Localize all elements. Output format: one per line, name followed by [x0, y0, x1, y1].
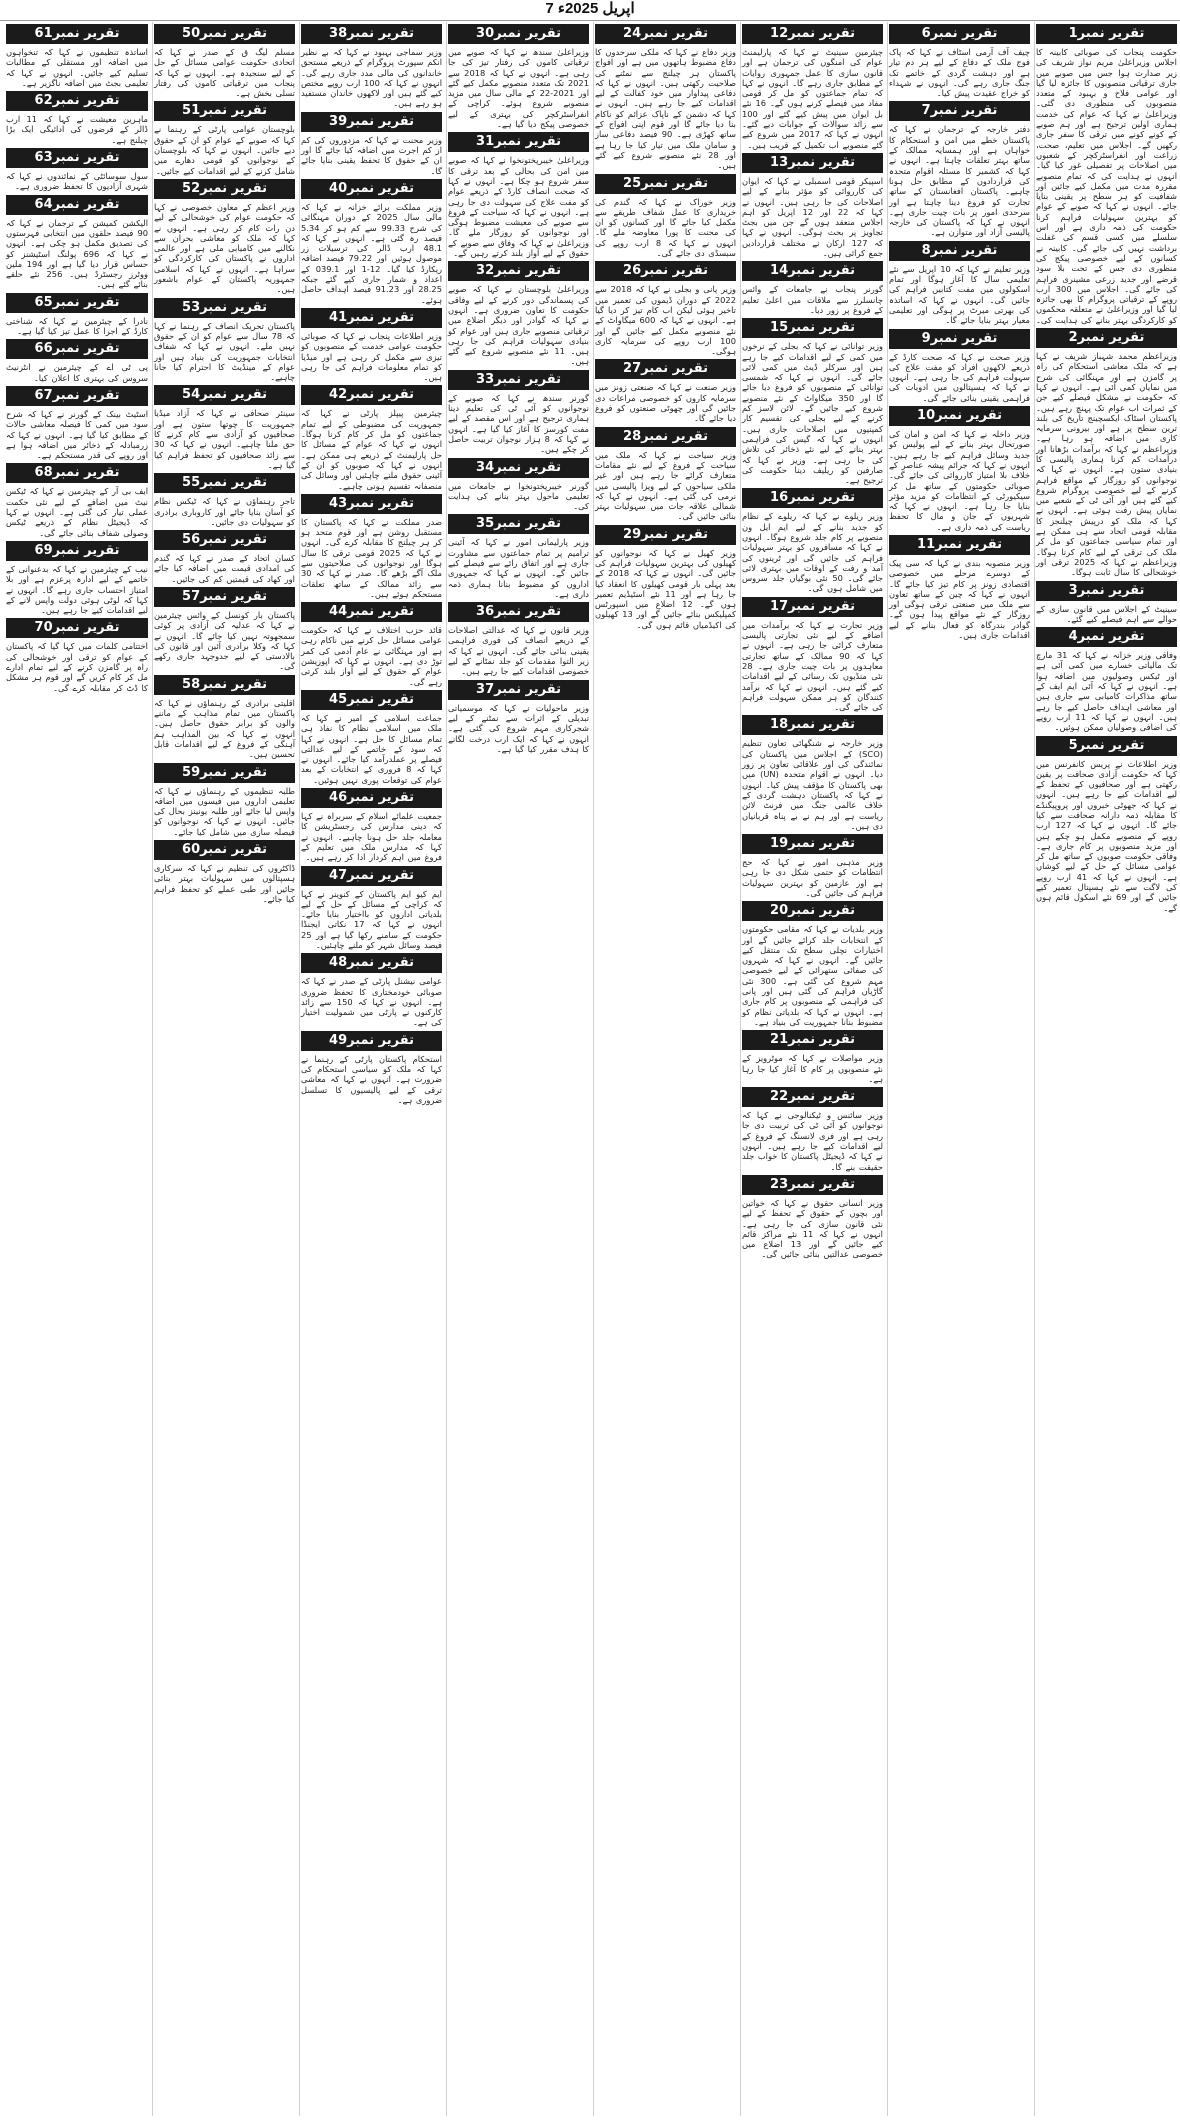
- speech-section: [6, 24, 148, 88]
- section-body: الیکشن کمیشن کے ترجمان نے کہا کہ 90 فیصد حلقوں میں انتخابی فہرستوں کی تصدیق مکمل ہو چکی ہے۔ انہوں نے کہا کہ 696 پولنگ اسٹیشنز کو حساس قرار دیا گیا ہے اور 194 ملین ووٹرز رجسٹرڈ ہیں۔ 256 نئے حلقے بنائے گئے ہیں۔: [6, 217, 149, 290]
- section-body: جمعیت علمائے اسلام کے سربراہ نے کہا کہ دینی مدارس کی رجسٹریشن کا معاملہ جلد حل ہونا چاہیے۔ انہوں نے کہا کہ مدارس ملک میں تعلیم کے فروغ میں اہم کردار ادا کر رہے ہیں۔: [301, 811, 442, 863]
- section-heading: تقریر نمبر47: [301, 866, 442, 886]
- speech-section: [6, 339, 148, 383]
- column-8: [5, 22, 149, 2116]
- speech-section: [742, 318, 883, 485]
- section-heading: تقریر نمبر61: [6, 24, 148, 44]
- section-heading: تقریر نمبر2: [1036, 328, 1177, 348]
- section-body: جماعت اسلامی کے امیر نے کہا کہ ملک میں اسلامی نظام کا نفاذ ہی تمام مسائل کا حل ہے۔ انہوں نے کہا کہ سود کے خاتمے کے لیے عدالتی فیصلے پر عملدرآمد کیا جائے۔ انہوں نے کہا کہ 8 فروری کے انتخابات کے بعد عوام کی توقعات پوری نہیں ہوئیں۔: [301, 712, 442, 785]
- speech-section: [301, 602, 442, 687]
- speech-section: [301, 494, 442, 599]
- section-body: وزیر اطلاعات پنجاب نے کہا کہ صوبائی حکومت عوامی خدمت کے منصوبوں کو تیزی سے مکمل کر رہی ہے اور میڈیا کو تمام معلومات فراہم کی جا رہی ہیں۔: [301, 330, 442, 383]
- speech-section: [448, 370, 589, 455]
- speech-section: [301, 1031, 442, 1105]
- section-heading: تقریر نمبر60: [154, 840, 295, 860]
- section-body: ایف بی آر کے چیئرمین نے کہا کہ ٹیکس نیٹ میں اضافے کے لیے نئی حکمت عملی تیار کی گئی ہے۔ انہوں نے کہا کہ ڈیجیٹل نظام کے ذریعے ٹیکس وصولی شفاف بنائی جائے گی۔: [6, 486, 148, 538]
- section-heading: تقریر نمبر35: [448, 514, 589, 534]
- section-body: وزیر بلدیات نے کہا کہ مقامی حکومتوں کے انتخابات جلد کرائے جائیں گے اور اختیارات نچلی سطح تک منتقل کیے جائیں گے۔ انہوں نے کہا کہ شہروں کی صفائی ستھرائی کے لیے خصوصی مہم شروع کی گئی ہے۔ 300 نئی گاڑیاں فراہم کی گئی ہیں اور پانی کی فراہمی کے منصوبوں پر کام جاری ہے۔ انہوں نے کہا کہ بلدیاتی نظام کو مضبوط بنانا جمہوریت کی بنیاد ہے۔: [742, 924, 883, 1027]
- speech-section: [889, 329, 1030, 403]
- section-body: وزیر مواصلات نے کہا کہ موٹرویز کے نئے منصوبوں پر کام کا آغاز کیا جا رہا ہے۔: [742, 1053, 883, 1084]
- section-body: وزیر انسانی حقوق نے کہا کہ خواتین اور بچوں کے حقوق کے تحفظ کے لیے نئی قانون سازی کی جا رہی ہے۔ انہوں نے کہا کہ 11 نئے مراکز قائم کیے جائیں گے اور 13 اضلاع میں خصوصی عدالتیں بنائی جائیں گی۔: [742, 1197, 883, 1260]
- section-heading: تقریر نمبر36: [448, 602, 589, 622]
- section-heading: تقریر نمبر13: [742, 153, 883, 173]
- column-2: [887, 22, 1031, 2116]
- section-body: وفاقی وزیر خزانہ نے کہا کہ 31 مارچ تک مالیاتی خسارے میں کمی آئی ہے اور ٹیکس وصولیوں میں اضافہ ہوا ہے۔ انہوں نے کہا کہ آئی ایم ایف کے ساتھ مذاکرات کامیابی سے جاری ہیں اور معاشی اہداف حاصل کیے جا رہے ہیں۔ انہوں نے کہا کہ 11 ارب روپے کی اضافی وصولیاں ممکن ہوئیں۔: [1036, 650, 1177, 733]
- section-heading: تقریر نمبر3: [1036, 581, 1177, 601]
- column-4: [593, 22, 737, 2116]
- speech-section: [448, 680, 589, 754]
- section-body: وزیر کھیل نے کہا کہ نوجوانوں کو کھیلوں کی بہترین سہولیات فراہم کی جائیں گی۔ انہوں نے کہا کہ 2018 کے بعد پہلی بار قومی کھیلوں کا انعقاد کیا جا رہا ہے اور 11 نئے اسٹیڈیم تعمیر ہوں گے۔ 12 اضلاع میں اسپورٹس کمپلیکس بنائے جائیں گے اور 13 کھیلوں کی اکیڈمیاں قائم ہوں گی۔: [595, 547, 737, 630]
- section-body: وزیر سیاحت نے کہا کہ ملک میں سیاحت کے فروغ کے لیے نئے مقامات متعارف کرائے جا رہے ہیں اور غیر ملکی سیاحوں کے لیے ویزا پالیسی میں نرمی کی گئی ہے۔ انہوں نے کہا کہ شمالی علاقہ جات میں سہولیات بہتر بنائی جائیں گی۔: [595, 449, 736, 522]
- section-heading: تقریر نمبر41: [301, 308, 442, 328]
- section-body: وزیر تعلیم نے کہا کہ 10 اپریل سے نئے تعلیمی سال کا آغاز ہوگا اور تمام اسکولوں میں مفت کتابیں فراہم کی جائیں گی۔ انہوں نے کہا کہ اساتذہ کی بھرتی میرٹ پر ہوگی اور تعلیمی معیار بہتر بنایا جائے گا۔: [889, 263, 1030, 326]
- section-body: وزیر اعظم کے معاون خصوصی نے کہا کہ حکومت عوام کی خوشحالی کے لیے دن رات کام کر رہی ہے۔ انہوں نے کہا کہ ملک کو معاشی بحران سے نکالنے میں کامیابی ملی ہے اور عالمی اداروں نے پاکستان کی کارکردگی کو سراہا ہے۔ انہوں نے کہا کہ اسلامی جمہوریہ پاکستان کے عوام باشعور ہیں۔: [154, 201, 295, 295]
- speech-section: [301, 112, 442, 176]
- speech-section: [154, 587, 295, 672]
- section-body: وزیراعلیٰ خیبرپختونخوا نے کہا کہ صوبے میں امن کی بحالی کے بعد ترقی کا سفر شروع ہو چکا ہے۔ انہوں نے کہا کہ صحت انصاف کارڈ کے ذریعے عوام کو مفت علاج کی سہولت دی جا رہی ہے۔ انہوں نے کہا کہ سیاحت کے فروغ سے صوبے کی معیشت مضبوط ہوگی اور نوجوانوں کو روزگار ملے گا۔ وزیراعلیٰ نے کہا کہ وفاق سے صوبے کے حقوق کے لیے آواز بلند کرتے رہیں گے۔: [448, 155, 589, 259]
- section-heading: تقریر نمبر55: [154, 473, 295, 493]
- speech-section: [154, 179, 295, 295]
- section-heading: تقریر نمبر53: [154, 298, 295, 318]
- section-heading: تقریر نمبر12: [742, 24, 883, 44]
- column-5: [446, 22, 590, 2116]
- section-heading: تقریر نمبر10: [889, 406, 1030, 426]
- section-body: وزیر صنعت نے کہا کہ صنعتی زونز میں سرمایہ کاروں کو خصوصی مراعات دی جائیں گی اور چھوٹی صنعتوں کو فروغ دیا جائے گا۔: [595, 382, 736, 424]
- section-heading: تقریر نمبر62: [6, 91, 148, 111]
- speech-section: [595, 359, 736, 423]
- section-heading: تقریر نمبر57: [154, 587, 295, 607]
- speech-section: [742, 901, 883, 1027]
- section-body: وزیر مملکت برائے خزانہ نے کہا کہ مالی سال 2025 کے دوران مہنگائی کی شرح 99.33 سے کم ہو کر 5.34 فیصد رہ گئی ہے۔ انہوں نے کہا کہ 48.1 ارب ڈالر کی ترسیلات زر موصول ہوئیں اور 79.22 فیصد اضافہ ریکارڈ کیا گیا۔ 12-1 اور 039.1 کے اعداد و شمار جاری کیے گئے جبکہ 28.25 اور 91.23 فیصد اہداف حاصل ہوئے۔: [301, 201, 443, 305]
- speech-section: [301, 24, 442, 109]
- section-body: اسپیکر قومی اسمبلی نے کہا کہ ایوان کی کارروائی کو مؤثر بنانے کے لیے اصلاحات کی جا رہی ہیں۔ انہوں نے کہا کہ 22 اور 12 اپریل کو اہم اجلاس منعقد ہوں گے جن میں بجٹ تجاویز پر بحث ہوگی۔ انہوں نے کہا کہ 127 ارکان نے مختلف قراردادیں جمع کرائی ہیں۔: [742, 175, 884, 259]
- speech-section: [6, 463, 148, 537]
- section-body: وزیراعلیٰ بلوچستان نے کہا کہ صوبے کی پسماندگی دور کرنے کے لیے وفاقی حکومت کا تعاون ضروری ہے۔ انہوں نے کہا کہ گوادر اور دیگر اضلاع میں ترقیاتی منصوبے جاری ہیں اور عوام کو بنیادی سہولیات فراہم کی جا رہی ہیں۔ 11 نئے منصوبے شروع کیے گئے ہیں۔: [448, 284, 590, 367]
- column-1: [1034, 22, 1178, 2116]
- speech-section: [301, 308, 442, 382]
- speech-section: [154, 101, 295, 175]
- speech-section: [154, 24, 295, 98]
- speech-section: [889, 406, 1030, 532]
- section-body: دفتر خارجہ کے ترجمان نے کہا کہ پاکستان خطے میں امن و استحکام کا خواہاں ہے اور ہمسایہ ممالک کے ساتھ بہتر تعلقات چاہتا ہے۔ انہوں نے کہا کہ کشمیر کا مسئلہ اقوام متحدہ کی قراردادوں کے مطابق حل ہونا چاہیے۔ پاکستان افغانستان کے ساتھ تجارت کو فروغ دینا چاہتا ہے اور سرحدی امور پر بات چیت جاری ہے۔ انہوں نے کہا کہ پاکستان کی خارجہ پالیسی آزاد اور متوازن ہے۔: [889, 124, 1030, 238]
- section-heading: تقریر نمبر34: [448, 458, 589, 478]
- section-body: وزیراعلیٰ سندھ نے کہا کہ صوبے میں ترقیاتی کاموں کی رفتار تیز کی جا رہی ہے۔ انہوں نے کہا کہ 2018 سے 2021 تک متعدد منصوبے مکمل کیے گئے اور 2021-22 کے مالی سال میں مزید منصوبے شروع ہوئے۔ کراچی کے انفراسٹرکچر کی بہتری کے لیے خصوصی پیکج دیا گیا ہے۔: [448, 47, 589, 130]
- speech-section: [889, 24, 1030, 98]
- section-body: وزیر داخلہ نے کہا کہ امن و امان کی صورتحال بہتر بنانے کے لیے پولیس کو جدید وسائل فراہم کیے جا رہے ہیں۔ انہوں نے کہا کہ جرائم پیشہ عناصر کے خلاف بلا امتیاز کارروائی کی جائے گی۔ صوبائی حکومتوں کے ساتھ مل کر سیکیورٹی کے انتظامات کو مزید مؤثر بنایا جا رہا ہے۔ انہوں نے کہا کہ شہریوں کے جان و مال کا تحفظ ریاست کی ذمہ داری ہے۔: [889, 429, 1030, 532]
- section-heading: تقریر نمبر4: [1036, 627, 1177, 647]
- section-body: وزیر ماحولیات نے کہا کہ موسمیاتی تبدیلی کے اثرات سے نمٹنے کے لیے شجرکاری مہم شروع کی گئی ہے۔ انہوں نے کہا کہ ایک ارب درخت لگانے کا ہدف مقرر کیا گیا ہے۔: [448, 702, 589, 754]
- section-body: اساتذہ تنظیموں نے کہا کہ تنخواہوں میں اضافہ اور مستقلی کے مطالبات تسلیم کیے جائیں۔ انہوں نے کہا کہ تعلیمی بجٹ میں اضافہ ناگزیر ہے۔: [6, 47, 148, 88]
- section-heading: تقریر نمبر40: [301, 179, 442, 199]
- section-heading: تقریر نمبر33: [448, 370, 589, 390]
- speech-section: [154, 385, 295, 470]
- section-heading: تقریر نمبر17: [742, 597, 883, 617]
- section-heading: تقریر نمبر52: [154, 179, 295, 199]
- section-body: وزیر خوراک نے کہا کہ گندم کی خریداری کا عمل شفاف طریقے سے مکمل کیا جائے گا اور کسانوں کو ان کی محنت کا پورا معاوضہ ملے گا۔ انہوں نے کہا کہ 8 ارب روپے کی سبسڈی دی جائے گی۔: [595, 196, 736, 259]
- speech-section: [742, 597, 883, 713]
- section-heading: تقریر نمبر38: [301, 24, 442, 44]
- section-heading: تقریر نمبر19: [742, 834, 883, 854]
- section-body: پی ٹی اے کے چیئرمین نے انٹرنیٹ سروس کی بہتری کا اعلان کیا۔: [6, 362, 148, 383]
- speech-section: [595, 427, 736, 522]
- section-heading: تقریر نمبر46: [301, 788, 442, 808]
- section-body: طلبہ تنظیموں کے رہنماؤں نے کہا کہ تعلیمی اداروں میں فیسوں میں اضافہ واپس لیا جائے اور طلبہ یونینز بحال کی جائیں۔ انہوں نے کہا کہ نوجوانوں کو فیصلہ سازی میں شامل کیا جائے۔: [154, 785, 295, 837]
- section-body: نادرا کے چیئرمین نے کہا کہ شناختی کارڈ کے اجرا کا عمل تیز کیا گیا ہے۔: [6, 315, 148, 337]
- section-body: مسلم لیگ ق کے صدر نے کہا کہ اتحادی حکومت عوامی مسائل کے حل کے لیے سنجیدہ ہے۔ انہوں نے کہا کہ پنجاب میں ترقیاتی کاموں کی رفتار تسلی بخش ہے۔: [154, 47, 295, 99]
- section-heading: تقریر نمبر1: [1036, 24, 1177, 44]
- section-heading: تقریر نمبر22: [742, 1087, 883, 1107]
- section-heading: تقریر نمبر9: [889, 329, 1030, 349]
- section-heading: تقریر نمبر56: [154, 530, 295, 550]
- section-body: حکومت پنجاب کی صوبائی کابینہ کا اجلاس وزیراعلیٰ مریم نواز شریف کی زیر صدارت ہوا جس میں صوبے میں جاری ترقیاتی منصوبوں کا جائزہ لیا گیا اور عوامی فلاح و بہبود کے متعدد منصوبوں کی منظوری دی گئی۔ وزیراعلیٰ نے کہا کہ عوام کی خدمت ہماری اولین ترجیح ہے اور ہم صوبے کے کونے کونے میں ترقی کا سفر جاری رکھیں گے۔ اجلاس میں تعلیم، صحت، زراعت اور انفراسٹرکچر کے شعبوں میں اصلاحات پر تفصیلی غور کیا گیا۔ انہوں نے ہدایت کی کہ تمام منصوبے مقررہ مدت میں مکمل کیے جائیں اور شفافیت کو ہر سطح پر یقینی بنایا جائے۔ انہوں نے کہا کہ صوبے کے عوام کو بہترین سہولیات فراہم کرنا حکومت کی ذمہ داری ہے اور اس سلسلے میں کسی قسم کی غفلت برداشت نہیں کی جائے گی۔ کابینہ نے کسانوں کے لیے خصوصی پیکج کی منظوری دی جس کے تحت بلا سود قرضے اور جدید زرعی مشینری فراہم کی جائے گی۔ اجلاس میں 300 ارب روپے کے ترقیاتی پروگرام کا بھی جائزہ لیا گیا اور وزیراعلیٰ نے متعلقہ محکموں کو کارکردگی بہتر بنانے کی ہدایت کی۔: [1036, 47, 1177, 325]
- section-body: ڈاکٹروں کی تنظیم نے کہا کہ سرکاری ہسپتالوں میں سہولیات بہتر بنائی جائیں اور طبی عملے کو تحفظ فراہم کیا جائے۔: [154, 863, 295, 904]
- section-body: چیئرمین سینیٹ نے کہا کہ پارلیمنٹ عوام کی امنگوں کی ترجمان ہے اور قانون سازی کا عمل جمہوری روایات کے مطابق جاری رہے گا۔ انہوں نے کہا کہ تمام جماعتوں کو مل کر قومی مفاد میں فیصلے کرنے ہوں گے۔ 16 نئے بل ایوان میں پیش کیے گئے اور 100 سے زائد سوالات کے جوابات دیے گئے۔ انہوں نے کہا کہ 2017 میں شروع کیے گئے منصوبے اب تکمیل کے قریب ہیں۔: [742, 47, 883, 150]
- section-heading: تقریر نمبر20: [742, 901, 883, 921]
- section-heading: تقریر نمبر11: [889, 535, 1030, 555]
- speech-section: [742, 153, 883, 258]
- section-body: عوامی نیشنل پارٹی کے صدر نے کہا کہ صوبائی خودمختاری کا تحفظ ضروری ہے۔ انہوں نے کہا کہ 150 سے زائد کارکنوں نے پارٹی میں شمولیت اختیار کی ہے۔: [301, 976, 442, 1028]
- section-body: اختتامی کلمات میں کہا گیا کہ پاکستان کے عوام کو ترقی اور خوشحالی کی راہ پر گامزن کرنے کے لیے تمام ادارے مل کر کام کریں گے اور قوم ہر مشکل کا ڈٹ کر مقابلہ کرے گی۔: [6, 641, 148, 693]
- section-body: وزیر خارجہ نے شنگھائی تعاون تنظیم (SCO) کے اجلاس میں پاکستان کی نمائندگی کی اور علاقائی تعاون پر زور دیا۔ انہوں نے اقوام متحدہ (UN) میں بھی پاکستان کا مؤقف پیش کیا۔ انہوں نے کہا کہ پاکستان دہشت گردی کے خلاف عالمی جنگ میں فرنٹ لائن ریاست ہے اور ہم نے بے پناہ قربانیاں دی ہیں۔: [742, 738, 883, 831]
- section-heading: تقریر نمبر70: [6, 618, 148, 638]
- speech-section: [448, 261, 589, 366]
- section-heading: تقریر نمبر15: [742, 318, 883, 338]
- section-heading: تقریر نمبر48: [301, 953, 442, 973]
- speech-section: [301, 690, 442, 785]
- section-heading: تقریر نمبر65: [6, 293, 148, 313]
- section-body: وزیر صحت نے کہا کہ صحت کارڈ کے ذریعے لاکھوں افراد کو مفت علاج کی سہولت فراہم کی جا رہی ہے۔ انہوں نے کہا کہ ہسپتالوں میں ادویات کی فراہمی یقینی بنائی جائے گی۔: [889, 351, 1030, 403]
- speech-section: [154, 675, 295, 760]
- speech-section: [448, 458, 589, 512]
- speech-section: [448, 514, 589, 599]
- speech-section: [742, 1087, 883, 1172]
- section-body: وزیر محنت نے کہا کہ مزدوروں کی کم از کم اجرت میں اضافہ کیا جائے گا اور ان کے حقوق کا تحفظ یقینی بنایا جائے گا۔: [301, 134, 442, 176]
- section-heading: تقریر نمبر50: [154, 24, 295, 44]
- section-body: ماہرین معیشت نے کہا کہ 11 ارب ڈالر کے قرضوں کی ادائیگی ایک بڑا چیلنج ہے۔: [6, 114, 148, 145]
- speech-section: [6, 195, 148, 290]
- section-heading: تقریر نمبر54: [154, 385, 295, 405]
- section-heading: تقریر نمبر37: [448, 680, 589, 700]
- speech-section: [595, 174, 736, 259]
- article-columns: [2, 22, 1178, 2116]
- section-body: استحکام پاکستان پارٹی کے رہنما نے کہا کہ ملک کو سیاسی استحکام کی ضرورت ہے۔ انہوں نے کہا کہ معاشی ترقی کے لیے پالیسیوں کا تسلسل ضروری ہے۔: [301, 1053, 442, 1105]
- section-body: گورنر خیبرپختونخوا نے جامعات میں تعلیمی ماحول بہتر بنانے کی ہدایت کی۔: [448, 480, 589, 512]
- section-heading: تقریر نمبر14: [742, 261, 883, 281]
- speech-section: [1036, 736, 1177, 913]
- section-body: پاکستان بار کونسل کے وائس چیئرمین نے کہا کہ عدلیہ کی آزادی پر کوئی سمجھوتہ نہیں کیا جائے گا۔ انہوں نے کہا کہ وکلا برادری آئین اور قانون کی بالادستی کے لیے جدوجہد جاری رکھے گی۔: [154, 609, 295, 672]
- speech-section: [595, 24, 736, 171]
- section-heading: تقریر نمبر49: [301, 1031, 442, 1051]
- speech-section: [889, 241, 1030, 326]
- section-body: وزیر توانائی نے کہا کہ بجلی کے نرخوں میں کمی کے لیے اقدامات کیے جا رہے ہیں اور سرکلر ڈیٹ میں کمی لائی جائے گی۔ انہوں نے کہا کہ شمسی توانائی کے منصوبوں کو فروغ دیا جائے گا اور 350 میگاواٹ کے نئے منصوبے شروع کیے جائیں گے۔ لائن لاسز کم کرنے کے لیے بجلی کی تقسیم کار کمپنیوں میں اصلاحات جاری ہیں۔ انہوں نے کہا کہ گیس کی فراہمی بہتر بنانے کے لیے نئے ذخائر کی تلاش کی جا رہی ہے۔ وزیر نے کہا کہ صارفین کو ریلیف دینا حکومت کی ترجیح ہے۔: [742, 341, 883, 486]
- speech-section: [742, 261, 883, 315]
- section-body: وزیر سماجی بہبود نے کہا کہ بے نظیر انکم سپورٹ پروگرام کے ذریعے مستحق خاندانوں کی مالی مدد جاری رہے گی۔ انہوں نے کہا کہ 100 ارب روپے مختص کیے گئے ہیں اور لاکھوں خاندان مستفید ہو رہے ہیں۔: [301, 47, 443, 109]
- section-body: سینیٹ کے اجلاس میں قانون سازی کے حوالے سے اہم فیصلے کیے گئے۔: [1036, 603, 1177, 624]
- speech-section: [301, 953, 442, 1027]
- section-body: قائد حزب اختلاف نے کہا کہ حکومت عوامی مسائل حل کرنے میں ناکام رہی ہے اور مہنگائی نے عام آدمی کی کمر توڑ دی ہے۔ انہوں نے کہا کہ اپوزیشن عوام کے حقوق کے لیے آواز بلند کرتی رہے گی۔: [301, 625, 442, 687]
- section-heading: تقریر نمبر18: [742, 715, 883, 735]
- speech-section: [154, 530, 295, 584]
- speech-section: [742, 24, 883, 150]
- section-heading: تقریر نمبر8: [889, 241, 1030, 261]
- section-body: اسٹیٹ بینک کے گورنر نے کہا کہ شرح سود میں کمی کا فیصلہ معاشی حالات کے مطابق کیا گیا ہے۔ انہوں نے کہا کہ زرمبادلہ کے ذخائر میں اضافہ ہوا ہے اور روپے کی قدر مستحکم ہے۔: [6, 408, 148, 461]
- section-heading: تقریر نمبر5: [1036, 736, 1177, 756]
- speech-section: [742, 715, 883, 831]
- section-heading: تقریر نمبر58: [154, 675, 295, 695]
- speech-section: [6, 386, 148, 460]
- section-body: صدر مملکت نے کہا کہ پاکستان کا مستقبل روشن ہے اور قوم متحد ہو کر ہر چیلنج کا مقابلہ کرے گی۔ انہوں نے کہا کہ 2025 قومی ترقی کا سال ہوگا اور نوجوانوں کی صلاحیتوں سے ملک آگے بڑھے گا۔ صدر نے کہا کہ 30 سے زائد ممالک کے ساتھ تعلقات مستحکم ہوئے ہیں۔: [301, 516, 442, 599]
- page-date-header: 7 اپریل 2025ء: [0, 0, 1180, 21]
- section-body: تاجر رہنماؤں نے کہا کہ ٹیکس نظام کو آسان بنایا جائے اور کاروباری برادری کو سہولیات دی جائیں۔: [154, 496, 295, 527]
- section-heading: تقریر نمبر28: [595, 427, 736, 447]
- speech-section: [1036, 627, 1177, 732]
- speech-section: [742, 1175, 883, 1260]
- section-heading: تقریر نمبر43: [301, 494, 442, 514]
- speech-section: [6, 91, 148, 145]
- section-heading: تقریر نمبر23: [742, 1175, 883, 1195]
- speech-section: [6, 293, 148, 337]
- speech-section: [742, 1030, 883, 1084]
- speech-section: [448, 24, 589, 129]
- section-body: وزیر منصوبہ بندی نے کہا کہ سی پیک کے دوسرے مرحلے میں خصوصی اقتصادی زونز پر کام تیز کیا جائے گا۔ انہوں نے کہا کہ چین کے ساتھ تعاون سے ملک میں صنعتی ترقی ہوگی اور روزگار کے نئے مواقع پیدا ہوں گے۔ گوادر بندرگاہ کو فعال بنانے کے لیے اقدامات جاری ہیں۔: [889, 557, 1030, 641]
- section-heading: تقریر نمبر6: [889, 24, 1030, 44]
- section-heading: تقریر نمبر63: [6, 148, 148, 168]
- section-heading: تقریر نمبر29: [595, 525, 736, 545]
- speech-section: [595, 261, 736, 356]
- section-body: چیف آف آرمی اسٹاف نے کہا کہ پاک فوج ملک کے دفاع کے لیے ہر دم تیار ہے اور دہشت گردی کے خاتمے تک جنگ جاری رہے گی۔ انہوں نے شہداء کو خراج عقیدت پیش کیا۔: [889, 47, 1030, 99]
- speech-section: [1036, 581, 1177, 625]
- section-body: وزیراعظم محمد شہباز شریف نے کہا ہے کہ ملک معاشی استحکام کی راہ پر گامزن ہے اور مہنگائی کی شرح میں نمایاں کمی آئی ہے۔ انہوں نے کہا کہ حکومت نے مشکل فیصلے کیے جن کے ثمرات اب عوام تک پہنچ رہے ہیں۔ پاکستان اسٹاک ایکسچینج تاریخ کی بلند ترین سطح پر ہے اور بیرونی سرمایہ کاری میں اضافہ ہو رہا ہے۔ وزیراعظم نے کہا کہ برآمدات بڑھانا اور درآمدات کم کرنا ہماری پالیسی کا بنیادی ستون ہے۔ انہوں نے کہا کہ نوجوانوں کو روزگار کے مواقع فراہم کرنے کے لیے خصوصی پروگرام شروع کیے گئے ہیں اور آئی ٹی کے شعبے میں نمایاں پیش رفت ہوئی ہے۔ انہوں نے کہا کہ ملک کو درپیش چیلنجز کا مقابلہ قومی اتحاد سے ہی ممکن ہے اور تمام سیاسی جماعتوں کو مل کر ملک کی ترقی کے لیے کام کرنا ہوگا۔ وزیراعظم نے کہا کہ 2025 ترقی اور خوشحالی کا سال ثابت ہوگا۔: [1036, 351, 1177, 578]
- section-heading: تقریر نمبر24: [595, 24, 736, 44]
- speech-section: [595, 525, 736, 630]
- section-body: گورنر پنجاب نے جامعات کے وائس چانسلرز سے ملاقات میں اعلیٰ تعلیم کے فروغ پر زور دیا۔: [742, 284, 883, 315]
- speech-section: [6, 148, 148, 192]
- section-body: چیئرمین پیپلز پارٹی نے کہا کہ جمہوریت کی مضبوطی کے لیے تمام جماعتوں کو مل کر کام کرنا ہوگا۔ انہوں نے کہا کہ عوام کے مسائل کا حل پارلیمنٹ کے ذریعے ہی ممکن ہے۔ انہوں نے کہا کہ صوبوں کو ان کے آئینی حقوق ملنے چاہئیں اور وسائل کی منصفانہ تقسیم ہونی چاہیے۔: [301, 408, 442, 491]
- speech-section: [1036, 328, 1177, 578]
- section-body: اقلیتی برادری کے رہنماؤں نے کہا کہ پاکستان میں تمام مذاہب کے ماننے والوں کو برابر حقوق حاصل ہیں۔ انہوں نے کہا کہ بین المذاہب ہم آہنگی کے فروغ کے لیے اقدامات قابل تحسین ہیں۔: [154, 697, 295, 760]
- speech-section: [301, 179, 442, 305]
- speech-section: [742, 834, 883, 898]
- section-heading: تقریر نمبر39: [301, 112, 442, 132]
- section-heading: تقریر نمبر27: [595, 359, 736, 379]
- section-heading: تقریر نمبر25: [595, 174, 736, 194]
- section-heading: تقریر نمبر66: [6, 339, 148, 359]
- section-body: وزیر مذہبی امور نے کہا کہ حج انتظامات کو حتمی شکل دی جا رہی ہے اور عازمین کو بہترین سہولیات فراہم کی جائیں گی۔: [742, 857, 883, 898]
- section-body: سینئر صحافی نے کہا کہ آزاد میڈیا جمہوریت کا چوتھا ستون ہے اور صحافیوں کو آزادی سے کام کرنے کا حق ملنا چاہیے۔ انہوں نے کہا کہ 30 سے زائد صحافیوں کو تحفظ فراہم کیا گیا ہے۔: [154, 408, 295, 470]
- section-body: وزیر دفاع نے کہا کہ ملکی سرحدوں کا دفاع مضبوط ہاتھوں میں ہے اور افواج پاکستان ہر چیلنج سے نمٹنے کی صلاحیت رکھتی ہیں۔ انہوں نے کہا کہ دفاعی پیداوار میں خود کفالت کے لیے اقدامات کیے جا رہے ہیں۔ انہوں نے کہا کہ دشمن کے ناپاک عزائم کو ناکام بنا دیا جائے گا اور قوم اپنی افواج کے ساتھ کھڑی ہے۔ 90 فیصد دفاعی ساز و سامان ملک میں تیار کیا جا رہا ہے اور 28 نئے منصوبے شروع کیے گئے ہیں۔: [595, 47, 736, 171]
- speech-section: [154, 840, 295, 904]
- speech-section: [742, 488, 883, 593]
- section-body: نیب کے چیئرمین نے کہا کہ بدعنوانی کے خاتمے کے لیے ادارہ پرعزم ہے اور بلا امتیاز احتساب جاری رہے گا۔ انہوں نے کہا کہ لوٹی ہوئی دولت واپس لانے کے لیے اقدامات کیے جا رہے ہیں۔: [6, 563, 148, 616]
- section-heading: تقریر نمبر69: [6, 541, 148, 561]
- speech-section: [154, 763, 295, 837]
- column-6: [299, 22, 443, 2116]
- section-body: ایم کیو ایم پاکستان کے کنوینر نے کہا کہ کراچی کے مسائل کے حل کے لیے بلدیاتی اداروں کو بااختیار بنایا جائے۔ انہوں نے کہا کہ 17 نکاتی ایجنڈا حکومت کے سامنے رکھا گیا ہے اور 25 فیصد وسائل شہر کو ملنے چاہئیں۔: [301, 888, 442, 950]
- speech-section: [6, 618, 148, 692]
- section-heading: تقریر نمبر51: [154, 101, 295, 121]
- section-body: وزیر پارلیمانی امور نے کہا کہ آئینی ترامیم پر تمام جماعتوں سے مشاورت جاری ہے اور اتفاق رائے سے فیصلے کیے جائیں گے۔ انہوں نے کہا کہ جمہوری اداروں کو مضبوط بنانا ہماری ذمہ داری ہے۔: [448, 537, 589, 599]
- section-heading: تقریر نمبر67: [6, 386, 148, 406]
- section-body: سول سوسائٹی کے نمائندوں نے کہا کہ شہری آزادیوں کا تحفظ ضروری ہے۔: [6, 171, 148, 192]
- section-body: پاکستان تحریک انصاف کے رہنما نے کہا کہ 78 سال سے عوام کو ان کے حقوق نہیں ملے۔ انہوں نے کہا کہ شفاف انتخابات جمہوریت کی بنیاد ہیں اور عوام کے مینڈیٹ کا احترام کیا جانا چاہیے۔: [154, 320, 295, 383]
- speech-section: [301, 866, 442, 951]
- speech-section: [301, 385, 442, 490]
- section-heading: تقریر نمبر7: [889, 101, 1030, 121]
- section-heading: تقریر نمبر68: [6, 463, 148, 483]
- speech-section: [1036, 24, 1177, 325]
- section-body: گورنر سندھ نے کہا کہ صوبے کے نوجوانوں کو آئی ٹی کی تعلیم دینا ہماری ترجیح ہے اور اس مقصد کے لیے مفت کورسز کا آغاز کیا گیا ہے۔ انہوں نے کہا کہ 8 ہزار نوجوان تربیت حاصل کر چکے ہیں۔: [448, 392, 590, 455]
- speech-section: [154, 473, 295, 527]
- section-body: وزیر سائنس و ٹیکنالوجی نے کہا کہ نوجوانوں کو آئی ٹی کی تربیت دی جا رہی ہے اور فری لانسنگ کے فروغ کے لیے اقدامات کیے جا رہے ہیں۔ انہوں نے کہا کہ ڈیجیٹل پاکستان کا خواب جلد حقیقت بنے گا۔: [742, 1110, 883, 1172]
- section-body: وزیر پانی و بجلی نے کہا کہ 2018 سے 2022 کے دوران ڈیموں کی تعمیر میں تاخیر ہوئی لیکن اب کام تیز کر دیا گیا ہے۔ انہوں نے کہا کہ 600 میگاواٹ کے نئے منصوبے مکمل کیے جائیں گے اور 100 ارب روپے کی سرمایہ کاری ہوگی۔: [595, 284, 736, 357]
- column-7: [152, 22, 296, 2116]
- section-heading: تقریر نمبر16: [742, 488, 883, 508]
- speech-section: [889, 101, 1030, 237]
- section-heading: تقریر نمبر44: [301, 602, 442, 622]
- speech-section: [448, 132, 589, 258]
- section-heading: تقریر نمبر21: [742, 1030, 883, 1050]
- speech-section: [889, 535, 1030, 640]
- section-heading: تقریر نمبر64: [6, 195, 148, 215]
- column-3: [740, 22, 884, 2116]
- section-heading: تقریر نمبر45: [301, 690, 442, 710]
- section-heading: تقریر نمبر31: [448, 132, 589, 152]
- section-body: وزیر اطلاعات نے پریس کانفرنس میں کہا کہ حکومت آزادی صحافت پر یقین رکھتی ہے اور صحافیوں کے تحفظ کے لیے اقدامات کیے جا رہے ہیں۔ انہوں نے کہا کہ جھوٹی خبروں اور پروپیگنڈے کا مقابلہ ذمہ دارانہ صحافت سے کیا جائے گا۔ انہوں نے کہا کہ 127 ارب روپے کے منصوبے مکمل ہو چکے ہیں اور مزید منصوبوں پر کام جاری ہے۔ وفاقی حکومت صوبوں کے ساتھ مل کر عوامی مسائل کے حل کے لیے کوشاں ہے۔ انہوں نے کہا کہ 41 ارب روپے کی لاگت سے نئے ہسپتال تعمیر کیے جائیں گے اور 69 نئے اسکول قائم ہوں گے۔: [1036, 758, 1178, 913]
- section-body: وزیر تجارت نے کہا کہ برآمدات میں اضافے کے لیے نئی تجارتی پالیسی متعارف کرائی جا رہی ہے۔ انہوں نے کہا کہ 90 ممالک کے ساتھ تجارتی معاہدوں پر بات چیت جاری ہے۔ 28 نئی منڈیوں تک رسائی کے لیے اقدامات کیے گئے ہیں۔ انہوں نے کہا کہ برآمد کنندگان کو ہر ممکن سہولت فراہم کی جائے گی۔: [742, 619, 883, 713]
- section-body: وزیر ریلوے نے کہا کہ ریلوے کے نظام کو جدید بنانے کے لیے ایم ایل ون منصوبے پر کام جلد شروع ہوگا۔ انہوں نے کہا کہ مسافروں کو بہتر سہولیات فراہم کی جائیں گی اور ٹرینوں کی آمد و رفت کے اوقات میں بہتری لائی جائے گی۔ 50 نئی بوگیاں جلد سروس میں شامل ہوں گی۔: [742, 511, 883, 594]
- speech-section: [154, 298, 295, 383]
- section-body: بلوچستان عوامی پارٹی کے رہنما نے کہا کہ صوبے کے عوام کو ان کے حقوق دیے جائیں۔ انہوں نے کہا کہ بلوچستان کے نوجوانوں کو قومی دھارے میں شامل کرنے کے لیے اقدامات کیے جائیں۔: [154, 124, 295, 176]
- section-heading: تقریر نمبر30: [448, 24, 589, 44]
- speech-section: [301, 788, 442, 862]
- speech-section: [6, 541, 148, 615]
- section-body: وزیر قانون نے کہا کہ عدالتی اصلاحات کے ذریعے انصاف کی فوری فراہمی یقینی بنائی جائے گی۔ انہوں نے کہا کہ زیر التوا مقدمات کو جلد نمٹانے کے لیے خصوصی اقدامات کیے جا رہے ہیں۔: [448, 625, 589, 677]
- speech-section: [448, 602, 589, 676]
- section-heading: تقریر نمبر59: [154, 763, 295, 783]
- section-heading: تقریر نمبر42: [301, 385, 442, 405]
- section-heading: تقریر نمبر26: [595, 261, 736, 281]
- section-heading: تقریر نمبر32: [448, 261, 589, 281]
- section-body: کسان اتحاد کے صدر نے کہا کہ گندم کی امدادی قیمت میں اضافہ کیا جائے اور کھاد کی قیمتیں کم کی جائیں۔: [154, 553, 295, 584]
